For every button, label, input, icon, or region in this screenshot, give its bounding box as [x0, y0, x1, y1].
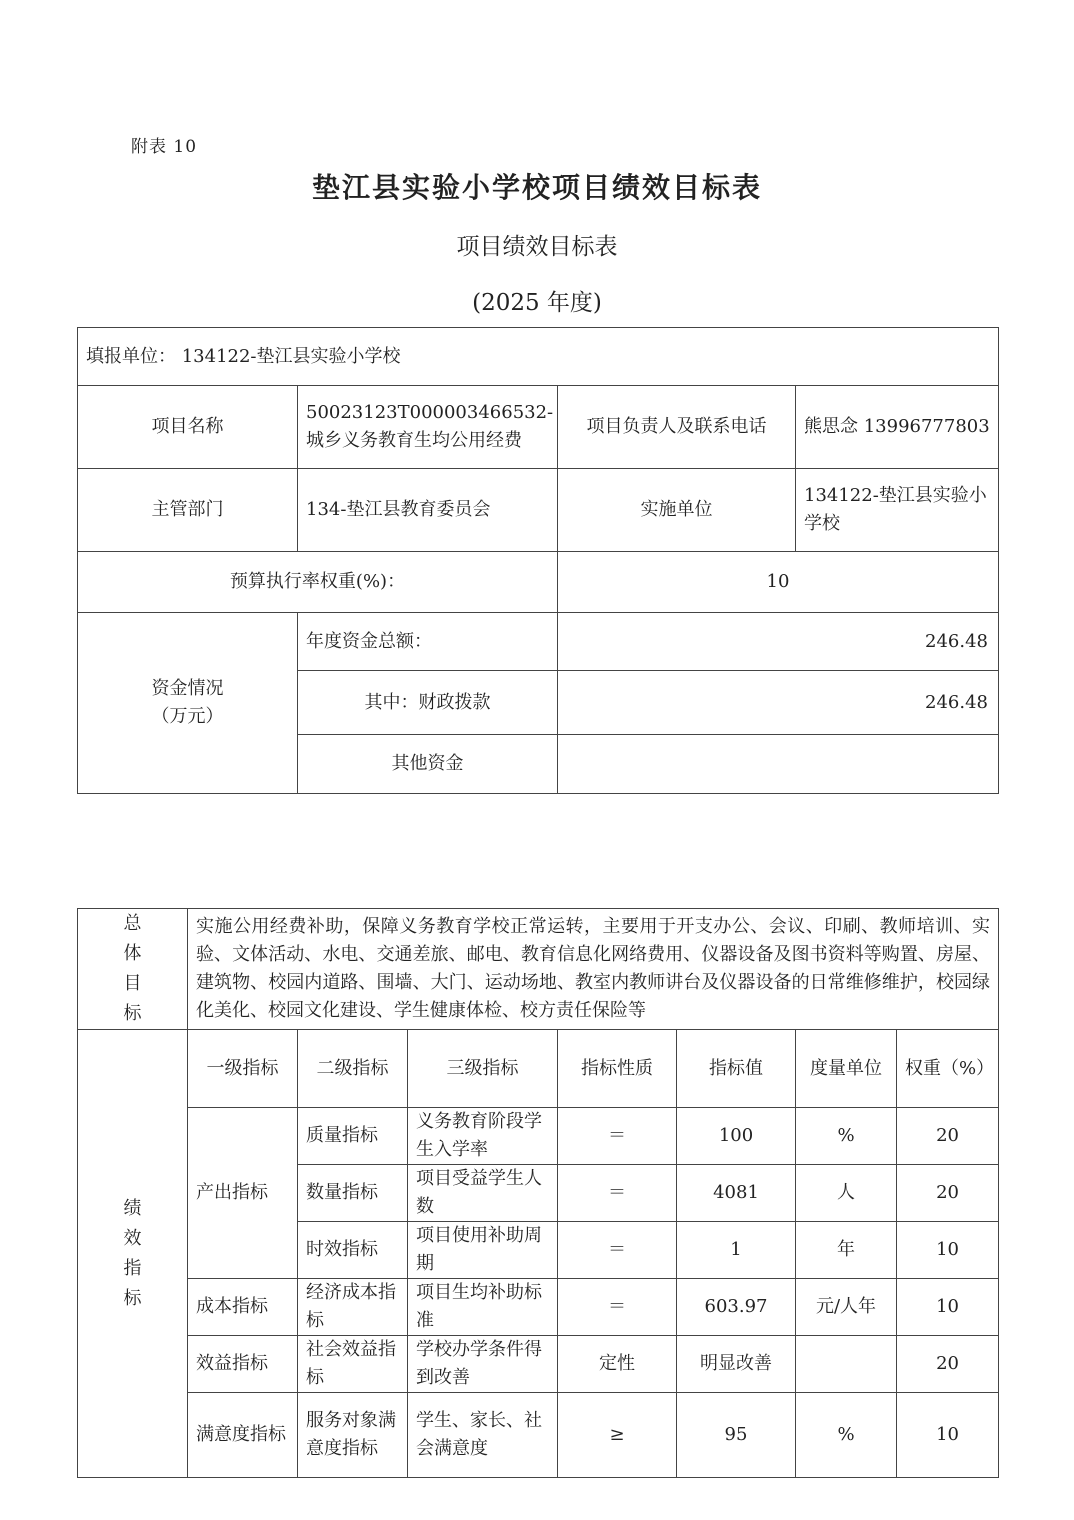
weight-cell: 20	[897, 1336, 999, 1393]
manager-label: 项目负责人及联系电话	[558, 386, 796, 469]
header-weight: 权重（%）	[897, 1030, 999, 1108]
project-name-value: 50023123T000003466532-城乡义务教育生均公用经费	[298, 386, 558, 469]
page-title: 垫江县实验小学校项目绩效目标表	[311, 171, 762, 204]
header-level1: 一级指标	[188, 1030, 298, 1108]
level1-output: 产出指标	[188, 1108, 298, 1279]
other-funds-label: 其他资金	[298, 735, 558, 794]
annual-total-value: 246.48	[558, 613, 999, 671]
level3-cell: 义务教育阶段学生入学率	[408, 1108, 558, 1165]
header-level3: 三级指标	[408, 1030, 558, 1108]
annual-total-label: 年度资金总额：	[298, 613, 558, 671]
header-level2: 二级指标	[298, 1030, 408, 1108]
level3-cell: 学生、家长、社会满意度	[408, 1393, 558, 1478]
level3-cell: 项目生均补助标准	[408, 1279, 558, 1336]
annex-label: 附表 10	[131, 137, 198, 157]
table-row	[78, 1393, 999, 1478]
funds-label	[78, 613, 298, 794]
weight-cell: 20	[897, 1165, 999, 1222]
perf-label-char: 效	[123, 1227, 142, 1249]
fiscal-label: 其中：财政拨款	[298, 671, 558, 735]
performance-indicator-label	[78, 1030, 188, 1478]
level2-cell: 质量指标	[298, 1108, 408, 1165]
budget-weight-label: 预算执行率权重(%)：	[78, 552, 558, 613]
nature-cell: ≥	[558, 1393, 677, 1478]
perf-label-char: 绩	[123, 1197, 142, 1219]
unit-cell: 元/人年	[796, 1279, 897, 1336]
value-cell: 603.97	[677, 1279, 796, 1336]
goal-label-char: 标	[123, 1003, 142, 1024]
performance-table	[77, 908, 999, 1478]
impl-label: 实施单位	[558, 469, 796, 552]
dept-label: 主管部门	[78, 469, 298, 552]
project-name-label: 项目名称	[78, 386, 298, 469]
level2-cell: 经济成本指标	[298, 1279, 408, 1336]
level3-cell: 项目使用补助周期	[408, 1222, 558, 1279]
header-nature: 指标性质	[558, 1030, 677, 1108]
header-unit: 度量单位	[796, 1030, 897, 1108]
page-subtitle: 项目绩效目标表	[456, 234, 618, 260]
nature-cell: 定性	[558, 1336, 677, 1393]
other-funds-value	[558, 735, 999, 794]
unit-cell: %	[796, 1108, 897, 1165]
level2-cell: 社会效益指标	[298, 1336, 408, 1393]
overall-goal-label	[78, 909, 188, 1030]
goal-label-char: 目	[123, 973, 142, 994]
nature-cell: ＝	[558, 1165, 677, 1222]
value-cell: 100	[677, 1108, 796, 1165]
nature-cell: ＝	[558, 1279, 677, 1336]
funds-label-line1: 资金情况	[151, 678, 224, 699]
table-row	[78, 1279, 999, 1336]
level1-benefit: 效益指标	[188, 1336, 298, 1393]
weight-cell: 10	[897, 1222, 999, 1279]
manager-value: 熊思念 13996777803	[796, 386, 999, 469]
info-table	[77, 327, 999, 794]
value-cell: 95	[677, 1393, 796, 1478]
level2-cell: 时效指标	[298, 1222, 408, 1279]
table-row	[78, 1108, 999, 1165]
impl-value: 134122-垫江县实验小学校	[796, 469, 999, 552]
nature-cell: ＝	[558, 1108, 677, 1165]
unit-cell: %	[796, 1393, 897, 1478]
weight-cell: 20	[897, 1108, 999, 1165]
dept-value: 134-垫江县教育委员会	[298, 469, 558, 552]
header-value: 指标值	[677, 1030, 796, 1108]
year-label: (2025 年度)	[472, 290, 602, 316]
fiscal-value: 246.48	[558, 671, 999, 735]
table-row	[78, 1336, 999, 1393]
goal-label-char: 体	[123, 943, 142, 964]
weight-cell: 10	[897, 1279, 999, 1336]
perf-label-char: 标	[123, 1287, 142, 1309]
level2-cell: 服务对象满意度指标	[298, 1393, 408, 1478]
unit-cell: 年	[796, 1222, 897, 1279]
value-cell: 1	[677, 1222, 796, 1279]
value-cell: 4081	[677, 1165, 796, 1222]
reporting-unit: 填报单位： 134122-垫江县实验小学校	[78, 328, 999, 386]
overall-goal-text: 实施公用经费补助，保障义务教育学校正常运转，主要用于开支办公、会议、印刷、教师培训、实验、文体活动、水电、交通差旅、邮电、教育信息化网络费用、仪器设备及图书资料等购置、房屋、建筑物、校园内道路、围墙、大门、运动场地、教室内教师讲台及仪器设备的日常维修维护，校园绿化美化、校园文化建设、学生健康体检、校方责任保险等	[188, 909, 999, 1030]
weight-cell: 10	[897, 1393, 999, 1478]
nature-cell: ＝	[558, 1222, 677, 1279]
unit-cell	[796, 1336, 897, 1393]
budget-weight-value: 10	[558, 552, 999, 613]
unit-cell: 人	[796, 1165, 897, 1222]
goal-label-char: 总	[123, 913, 142, 934]
level2-cell: 数量指标	[298, 1165, 408, 1222]
level3-cell: 项目受益学生人数	[408, 1165, 558, 1222]
level3-cell: 学校办学条件得到改善	[408, 1336, 558, 1393]
value-cell: 明显改善	[677, 1336, 796, 1393]
perf-label-char: 指	[123, 1257, 142, 1279]
level1-cost: 成本指标	[188, 1279, 298, 1336]
funds-label-line2: （万元）	[151, 706, 224, 727]
level1-satisfaction: 满意度指标	[188, 1393, 298, 1478]
